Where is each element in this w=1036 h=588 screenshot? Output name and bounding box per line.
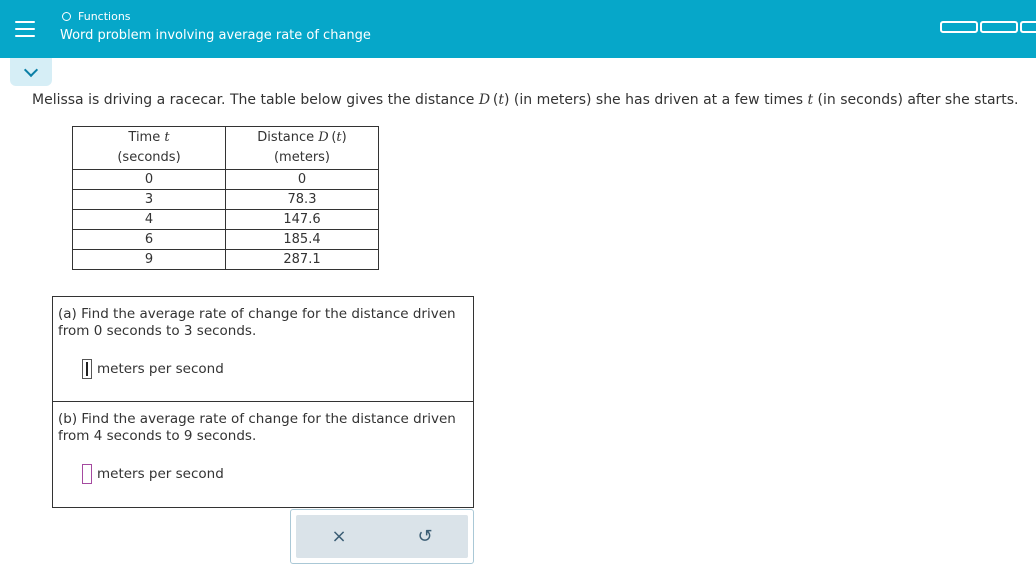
collapse-button[interactable]: [10, 58, 52, 86]
close-icon: ×: [331, 526, 347, 547]
answer-b-unit: meters per second: [97, 466, 224, 482]
menu-icon[interactable]: [0, 0, 50, 58]
undo-icon: ↺: [417, 526, 433, 547]
distance-cell: 0: [226, 170, 379, 190]
topic-circle-icon: [62, 12, 71, 21]
undo-button[interactable]: [382, 515, 468, 558]
table-row: [73, 250, 379, 270]
answer-a-row: [82, 359, 473, 379]
distance-cell: 78.3: [226, 190, 379, 210]
time-cell: 0: [73, 170, 226, 190]
distance-cell: 287.1: [226, 250, 379, 270]
time-cell: 4: [73, 210, 226, 230]
distance-cell: 147.6: [226, 210, 379, 230]
question-a-text: (a) Find the average rate of change for the distance driven from 0 seconds to 3 seconds.: [58, 306, 456, 339]
chevron-down-icon: [24, 62, 38, 76]
action-bar: [290, 509, 474, 564]
distance-cell: 185.4: [226, 230, 379, 250]
time-cell: 6: [73, 230, 226, 250]
data-table: [72, 126, 379, 270]
table-row: [73, 170, 379, 190]
progress-segment: [980, 21, 1018, 33]
question-box: [52, 296, 474, 508]
answer-b-input[interactable]: [82, 464, 92, 484]
progress-indicator: [940, 21, 1036, 33]
problem-statement: Melissa is driving a racecar. The table below gives the distance D (t) (in meters) she has driven at a few times t (in seconds) after she starts.: [32, 92, 1019, 108]
table-row: [73, 210, 379, 230]
table-header-row: [73, 127, 379, 170]
answer-b-row: [82, 464, 473, 484]
progress-segment: [1020, 21, 1036, 33]
table-row: [73, 230, 379, 250]
clear-button[interactable]: [296, 515, 382, 558]
part-b: [53, 402, 473, 507]
action-bar-inner: [296, 515, 468, 558]
time-column-header: Time t (seconds): [73, 127, 226, 170]
answer-a-unit: meters per second: [97, 361, 224, 377]
time-cell: 9: [73, 250, 226, 270]
table-row: [73, 190, 379, 210]
progress-segment: [940, 21, 978, 33]
question-b-text: (b) Find the average rate of change for the distance driven from 4 seconds to 9 seconds.: [58, 411, 456, 444]
breadcrumb[interactable]: [62, 10, 131, 23]
time-cell: 3: [73, 190, 226, 210]
page-title: Word problem involving average rate of change: [60, 28, 371, 43]
part-a: [53, 297, 473, 402]
breadcrumb-label: Functions: [78, 10, 131, 23]
distance-column-header: Distance D (t) (meters): [226, 127, 379, 170]
header-bar: [0, 0, 1036, 58]
answer-a-input[interactable]: [82, 359, 92, 379]
